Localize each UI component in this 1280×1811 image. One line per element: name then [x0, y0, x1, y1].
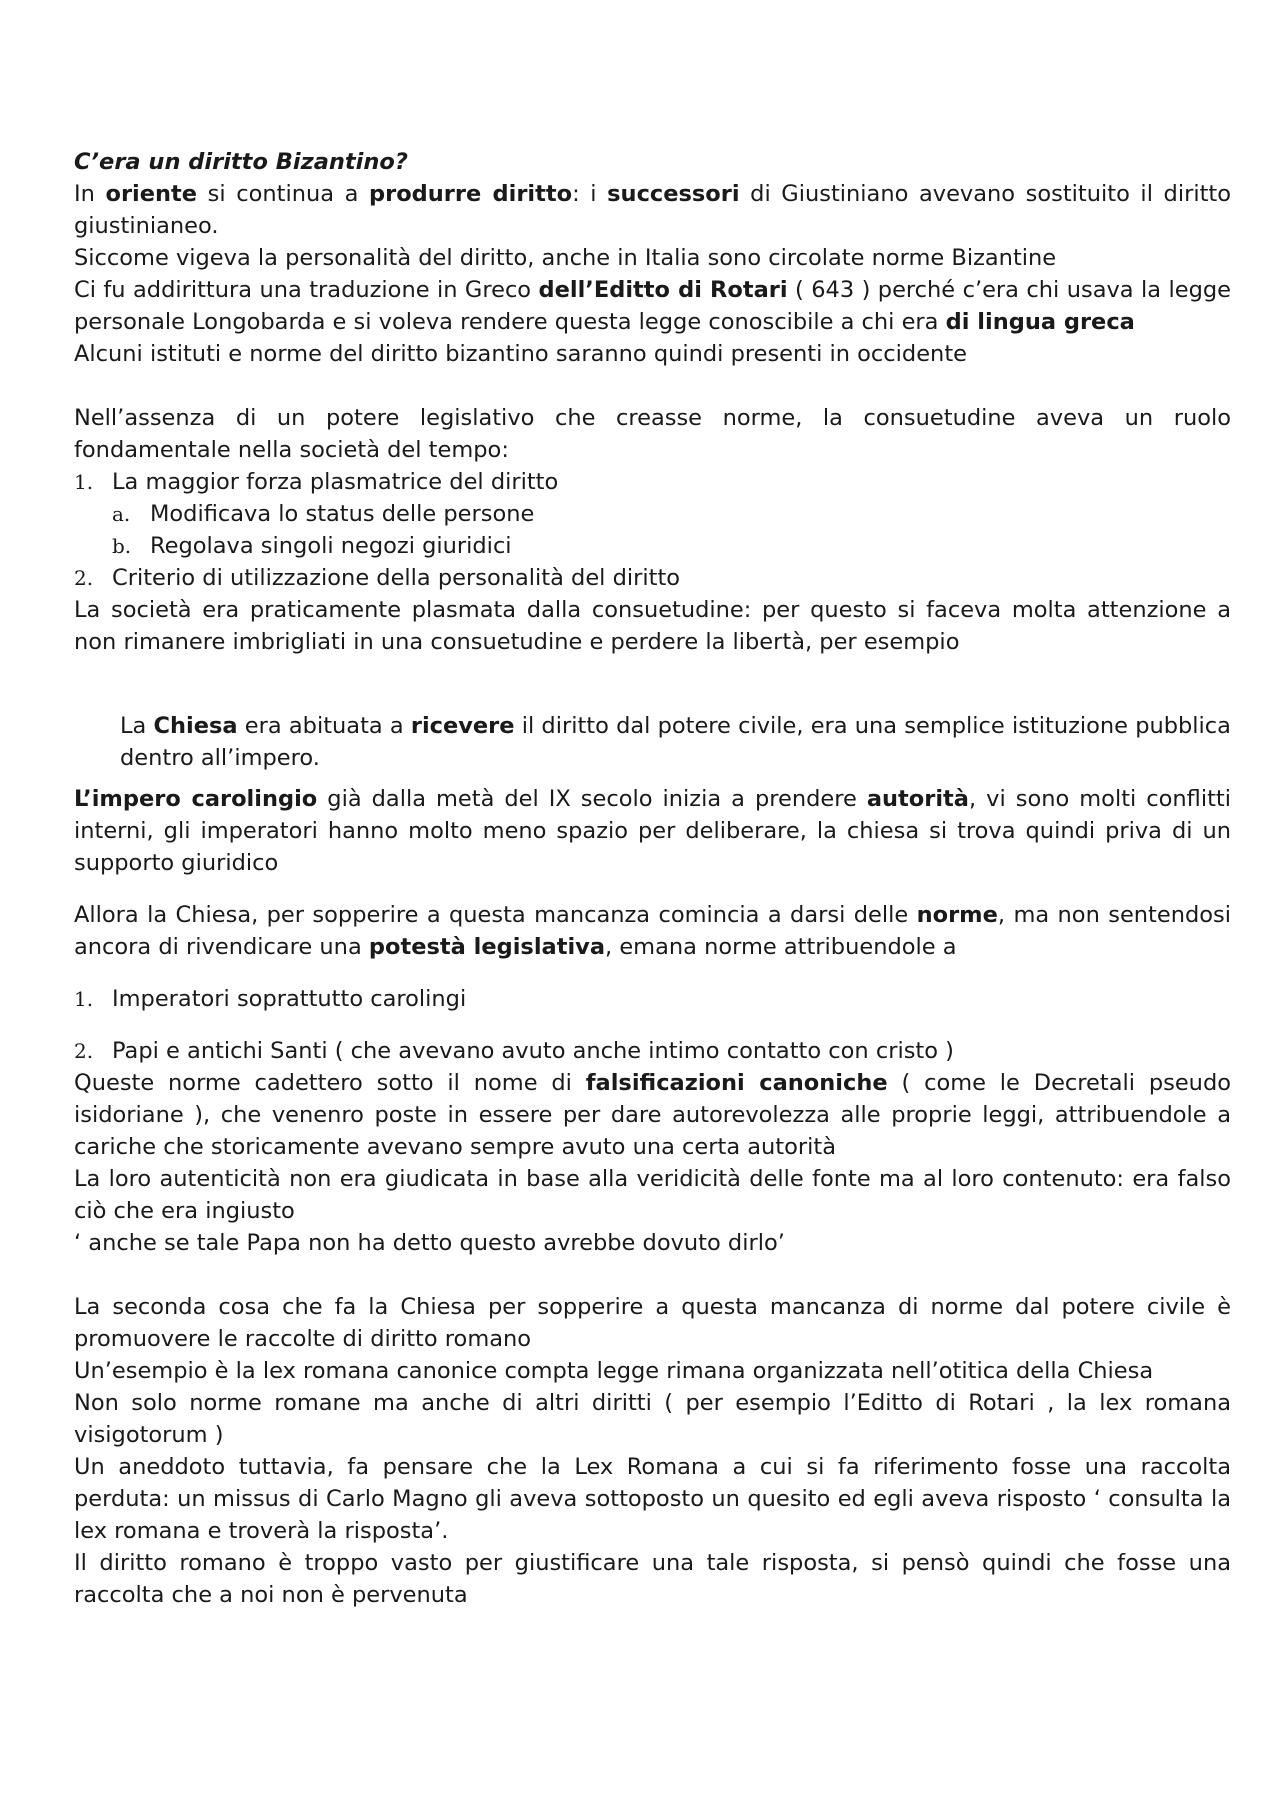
list-item: [74, 983, 1231, 1015]
list-marker: 1.: [74, 987, 94, 1011]
paragraph-oriente: [74, 178, 1231, 242]
paragraph-impero: [74, 783, 1231, 879]
paragraph-quote: ‘ anche se tale Papa non ha detto questo avrebbe dovuto dirlo’: [74, 1230, 785, 1256]
paragraph-autenticita: La loro autenticità non era giudicata in base alla veridicità delle fonte ma al loro contenuto: era falso ciò che era ingiusto: [74, 1166, 1231, 1224]
list-marker: b.: [112, 534, 132, 558]
list-item-text: Criterio di utilizzazione della personalità del diritto: [112, 565, 681, 591]
text-run: Allora la Chiesa, per sopperire a questa mancanza comincia a darsi delle: [74, 902, 917, 928]
paragraph-allora: [74, 899, 1231, 963]
bold-run: falsificazioni canoniche: [585, 1070, 888, 1096]
text-run: era abituata a: [237, 713, 411, 739]
list-item-text: Regolava singoli negozi giuridici: [150, 533, 512, 559]
bold-run: di lingua greca: [945, 309, 1135, 335]
paragraph-consuetudine: Nell’assenza di un potere legislativo che creasse norme, la consuetudine aveva un ruolo fondamentale nella società del tempo:: [74, 405, 1231, 463]
paragraph-chiesa: [120, 710, 1231, 774]
text-run: Queste norme cadettero sotto il nome di: [74, 1070, 586, 1096]
indented-block: [120, 710, 1231, 774]
list-item: [74, 1035, 1231, 1067]
text-run: : i: [572, 181, 608, 207]
paragraph-personalita: Siccome vigeva la personalità del diritto, anche in Italia sono circolate norme Bizantine: [74, 245, 1057, 271]
list-item-text: Papi e antichi Santi ( che avevano avuto anche intimo contatto con cristo ): [112, 1038, 954, 1064]
text-run: ( come le Decretali pseudo isidoriane ), che venenro poste in essere per dare autorevolezza alle proprie leggi, attribuendole a cariche che storicamente avevano sempre avuto una certa autorità: [74, 1070, 1231, 1160]
text-run: il diritto dal potere civile, era una semplice istituzione pubblica dentro all’impero.: [120, 713, 1231, 771]
bold-run: norme: [916, 902, 998, 928]
list-marker: 1.: [74, 470, 94, 494]
text-run: si continua a: [197, 181, 369, 207]
bold-run: potestà legislativa: [368, 934, 606, 960]
list-marker: 2.: [74, 566, 94, 590]
paragraph-altri-diritti: Non solo norme romane ma anche di altri diritti ( per esempio l’Editto di Rotari , la lex romana visigotorum ): [74, 1390, 1231, 1448]
list-marker: a.: [112, 502, 131, 526]
bold-run: produrre diritto: [369, 181, 573, 207]
paragraph-falsificazioni: [74, 1067, 1231, 1163]
paragraph-traduzione: [74, 274, 1231, 338]
paragraph-esempio: Un’esempio è la lex romana canonice compta legge rimana organizzata nell’otitica della Chiesa: [74, 1358, 1154, 1384]
text-run: di Giustiniano avevano sostituito il diritto giustinianeo.: [74, 181, 1231, 239]
paragraph-diritto-romano: Il diritto romano è troppo vasto per giustificare una tale risposta, si pensò quindi che fosse una raccolta che a noi non è pervenuta: [74, 1550, 1231, 1608]
text-run: , emana norme attribuendole a: [605, 934, 957, 960]
list-item-text: Modificava lo status delle persone: [150, 501, 535, 527]
bold-run: dell’Editto di Rotari: [538, 277, 788, 303]
text-run: Ci fu addirittura una traduzione in Greco: [74, 277, 539, 303]
paragraph-istituti: Alcuni istituti e norme del diritto bizantino saranno quindi presenti in occidente: [74, 341, 967, 367]
bold-run: oriente: [105, 181, 198, 207]
list-marker: 2.: [74, 1039, 94, 1063]
text-run: , ma non sentendosi ancora di rivendicare una: [74, 902, 1231, 960]
paragraph-aneddoto: Un aneddoto tuttavia, fa pensare che la Lex Romana a cui si fa riferimento fosse una raccolta perduta: un missus di Carlo Magno gli aveva sottoposto un quesito ed egli aveva risposto ‘ consulta la lex romana e troverà la risposta’.: [74, 1454, 1231, 1544]
bold-run: ricevere: [410, 713, 515, 739]
list-item: [74, 466, 1231, 498]
bold-run: Chiesa: [153, 713, 238, 739]
bold-run: autorità: [866, 786, 969, 812]
list-item-text: La maggior forza plasmatrice del diritto: [112, 469, 559, 495]
paragraph-seconda-cosa: La seconda cosa che fa la Chiesa per sopperire a questa mancanza di norme dal potere civile è promuovere le raccolte di diritto romano: [74, 1294, 1231, 1352]
text-run: , vi sono molti conflitti interni, gli imperatori hanno molto meno spazio per deliberare, la chiesa si trova quindi priva di un supporto giuridico: [74, 786, 1231, 876]
document-page: [74, 146, 1231, 1611]
list-item: [74, 530, 1231, 562]
text-run: In: [74, 181, 106, 207]
paragraph-societa: La società era praticamente plasmata dalla consuetudine: per questo si faceva molta attenzione a non rimanere imbrigliati in una consuetudine e perdere la libertà, per esempio: [74, 597, 1231, 655]
bold-run: successori: [607, 181, 740, 207]
bold-run: L’impero carolingio: [74, 786, 318, 812]
text-run: già dalla metà del IX secolo inizia a prendere: [317, 786, 867, 812]
page-title: C’era un diritto Bizantino?: [74, 149, 408, 175]
list-item-text: Imperatori soprattutto carolingi: [112, 986, 467, 1012]
list-item: [74, 562, 1231, 594]
text-run: ( 643 ) perché c’era chi usava la legge personale Longobarda e si voleva rendere questa legge conoscibile a chi era: [74, 277, 1231, 335]
list-item: [74, 498, 1231, 530]
text-run: La: [120, 713, 154, 739]
